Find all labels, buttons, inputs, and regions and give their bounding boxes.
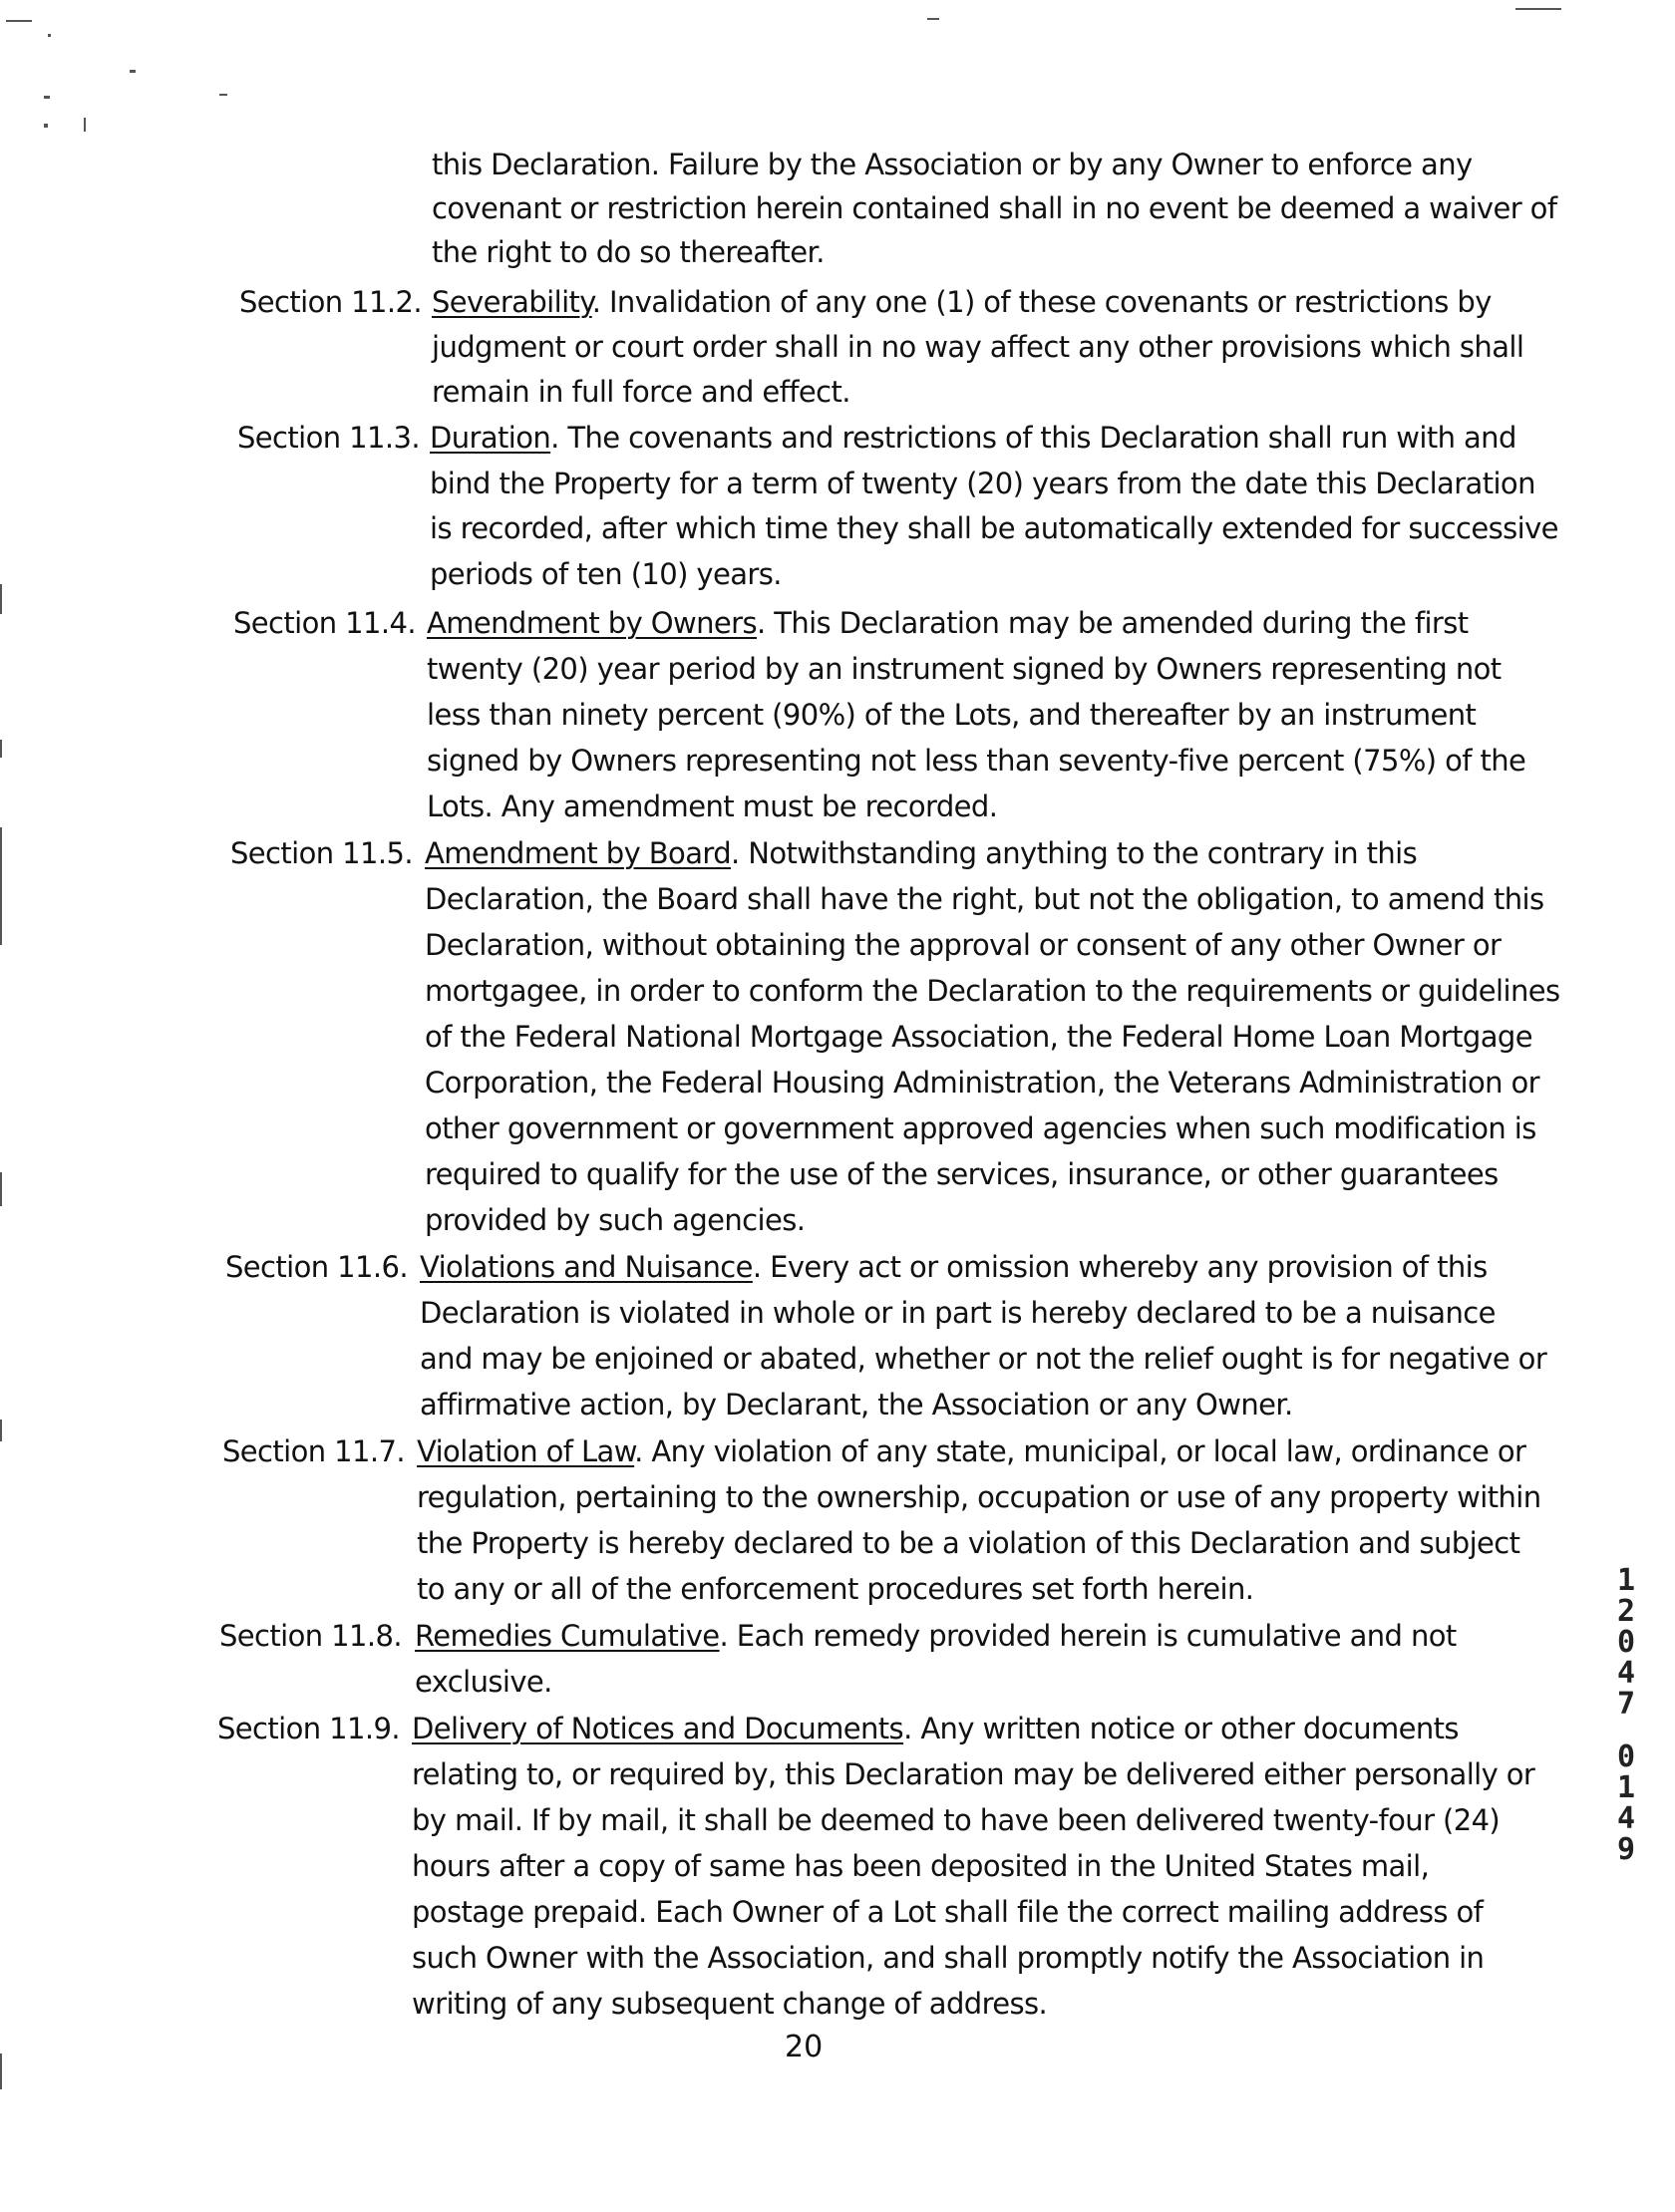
stamp-digit: 1 bbox=[1616, 1770, 1636, 1805]
scan-mark bbox=[84, 118, 86, 132]
text-line: judgment or court order shall in no way affect any other provisions which shall bbox=[432, 330, 1524, 364]
text-line: and may be enjoined or abated, whether or not the relief ought is for negative or bbox=[420, 1342, 1547, 1376]
section-label: Section 11.5. bbox=[230, 836, 413, 870]
text-line: Declaration, without obtaining the approval or consent of any other Owner or bbox=[425, 928, 1502, 962]
section-first-line bbox=[427, 606, 1469, 640]
section-title: Amendment by Board bbox=[425, 836, 731, 870]
text-line: less than ninety percent (90%) of the Lots, and thereafter by an instrument bbox=[427, 698, 1477, 732]
text-line: affirmative action, by Declarant, the Association or any Owner. bbox=[420, 1388, 1293, 1422]
section-text: . Any violation of any state, municipal, or local law, ordinance or bbox=[634, 1434, 1526, 1468]
section-first-line bbox=[425, 836, 1417, 870]
scan-mark bbox=[44, 124, 48, 128]
section-label: Section 11.4. bbox=[233, 606, 416, 640]
scan-mark bbox=[1515, 8, 1561, 10]
section-text: . This Declaration may be amended during the first bbox=[756, 606, 1469, 640]
section-title: Violation of Law bbox=[417, 1434, 635, 1468]
section-text: . Each remedy provided herein is cumulative and not bbox=[719, 1619, 1457, 1653]
scan-mark bbox=[0, 740, 2, 758]
text-line: Lots. Any amendment must be recorded. bbox=[427, 790, 998, 823]
section-title: Amendment by Owners bbox=[427, 606, 757, 640]
text-line: Declaration is violated in whole or in part is hereby declared to be a nuisance bbox=[420, 1296, 1496, 1330]
section-first-line bbox=[412, 1712, 1459, 1745]
section-label: Section 11.7. bbox=[222, 1434, 405, 1468]
section-label: Section 11.2. bbox=[239, 285, 422, 319]
text-line: required to qualify for the use of the services, insurance, or other guarantees bbox=[425, 1157, 1499, 1191]
section-first-line bbox=[432, 285, 1492, 319]
page-number: 20 bbox=[785, 2030, 824, 2064]
text-line: bind the Property for a term of twenty (20) years from the date this Declaration bbox=[430, 467, 1535, 500]
section-first-line bbox=[415, 1619, 1457, 1653]
section-title: Severability bbox=[432, 285, 592, 319]
section-label: Section 11.3. bbox=[237, 421, 420, 455]
section-first-line bbox=[420, 1250, 1488, 1284]
scan-mark bbox=[44, 96, 50, 99]
text-line: Declaration, the Board shall have the right, but not the obligation, to amend this bbox=[425, 882, 1544, 916]
section-title: Duration bbox=[430, 421, 551, 455]
text-line: of the Federal National Mortgage Association, the Federal Home Loan Mortgage bbox=[425, 1020, 1532, 1054]
section-title: Violations and Nuisance bbox=[420, 1250, 753, 1284]
scan-mark bbox=[48, 34, 51, 37]
section-label: Section 11.8. bbox=[219, 1619, 402, 1653]
text-line: to any or all of the enforcement procedures set forth herein. bbox=[417, 1572, 1254, 1606]
text-line: remain in full force and effect. bbox=[432, 375, 850, 409]
section-first-line bbox=[417, 1434, 1525, 1468]
section-text: . Notwithstanding anything to the contrary in this bbox=[731, 836, 1418, 870]
stamp-digit: 4 bbox=[1616, 1801, 1636, 1836]
stamp-digit: 1 bbox=[1616, 1563, 1636, 1598]
stamp-digit: 4 bbox=[1616, 1656, 1636, 1691]
text-line: this Declaration. Failure by the Association or by any Owner to enforce any bbox=[432, 148, 1473, 181]
stamp-digit: 9 bbox=[1616, 1832, 1636, 1867]
section-title: Remedies Cumulative bbox=[415, 1619, 720, 1653]
section-label: Section 11.9. bbox=[217, 1712, 400, 1745]
section-text: . The covenants and restrictions of this Declaration shall run with and bbox=[550, 421, 1516, 455]
section-text: . Any written notice or other documents bbox=[903, 1712, 1459, 1745]
scan-mark bbox=[0, 1420, 2, 1441]
scan-mark bbox=[0, 2054, 2, 2089]
recording-stamp bbox=[1606, 1565, 1646, 1865]
scan-mark bbox=[130, 70, 136, 73]
section-text: . Every act or omission whereby any provision of this bbox=[752, 1250, 1488, 1284]
stamp-digit: 7 bbox=[1616, 1687, 1636, 1722]
text-line: regulation, pertaining to the ownership, occupation or use of any property within bbox=[417, 1480, 1541, 1514]
scan-mark bbox=[219, 94, 227, 96]
text-line: provided by such agencies. bbox=[425, 1203, 806, 1237]
text-line: mortgagee, in order to conform the Declaration to the requirements or guidelines bbox=[425, 974, 1560, 1008]
stamp-digit: 0 bbox=[1616, 1739, 1636, 1774]
section-label: Section 11.6. bbox=[225, 1250, 408, 1284]
stamp-digit: 2 bbox=[1616, 1594, 1636, 1629]
text-line: such Owner with the Association, and shall promptly notify the Association in bbox=[412, 1941, 1485, 1975]
scan-mark bbox=[0, 584, 2, 614]
text-line: periods of ten (10) years. bbox=[430, 557, 782, 591]
text-line: exclusive. bbox=[415, 1665, 552, 1699]
text-line: Corporation, the Federal Housing Administration, the Veterans Administration or bbox=[425, 1066, 1539, 1100]
text-line: by mail. If by mail, it shall be deemed to have been delivered twenty-four (24) bbox=[412, 1803, 1501, 1837]
scan-mark bbox=[0, 1172, 2, 1206]
text-line: hours after a copy of same has been deposited in the United States mail, bbox=[412, 1849, 1430, 1883]
stamp-digit: 0 bbox=[1616, 1625, 1636, 1660]
text-line: is recorded, after which time they shall be automatically extended for successive bbox=[430, 511, 1558, 545]
text-line: the Property is hereby declared to be a violation of this Declaration and subject bbox=[417, 1526, 1520, 1560]
text-line: postage prepaid. Each Owner of a Lot shall file the correct mailing address of bbox=[412, 1895, 1484, 1929]
scan-mark bbox=[927, 18, 939, 20]
scan-mark bbox=[6, 20, 32, 22]
section-title: Delivery of Notices and Documents bbox=[412, 1712, 904, 1745]
scan-mark bbox=[0, 827, 2, 945]
text-line: covenant or restriction herein contained shall in no event be deemed a waiver of bbox=[432, 191, 1557, 225]
text-line: other government or government approved agencies when such modification is bbox=[425, 1111, 1536, 1145]
text-line: relating to, or required by, this Declaration may be delivered either personally or bbox=[412, 1757, 1535, 1791]
text-line: twenty (20) year period by an instrument signed by Owners representing not bbox=[427, 652, 1502, 686]
text-line: signed by Owners representing not less than seventy-five percent (75%) of the bbox=[427, 744, 1526, 778]
text-line: writing of any subsequent change of address. bbox=[412, 1987, 1048, 2021]
stamp-gap bbox=[1606, 1720, 1646, 1741]
text-line: the right to do so thereafter. bbox=[432, 235, 825, 269]
section-text: . Invalidation of any one (1) of these covenants or restrictions by bbox=[591, 285, 1492, 319]
section-first-line bbox=[430, 421, 1516, 455]
